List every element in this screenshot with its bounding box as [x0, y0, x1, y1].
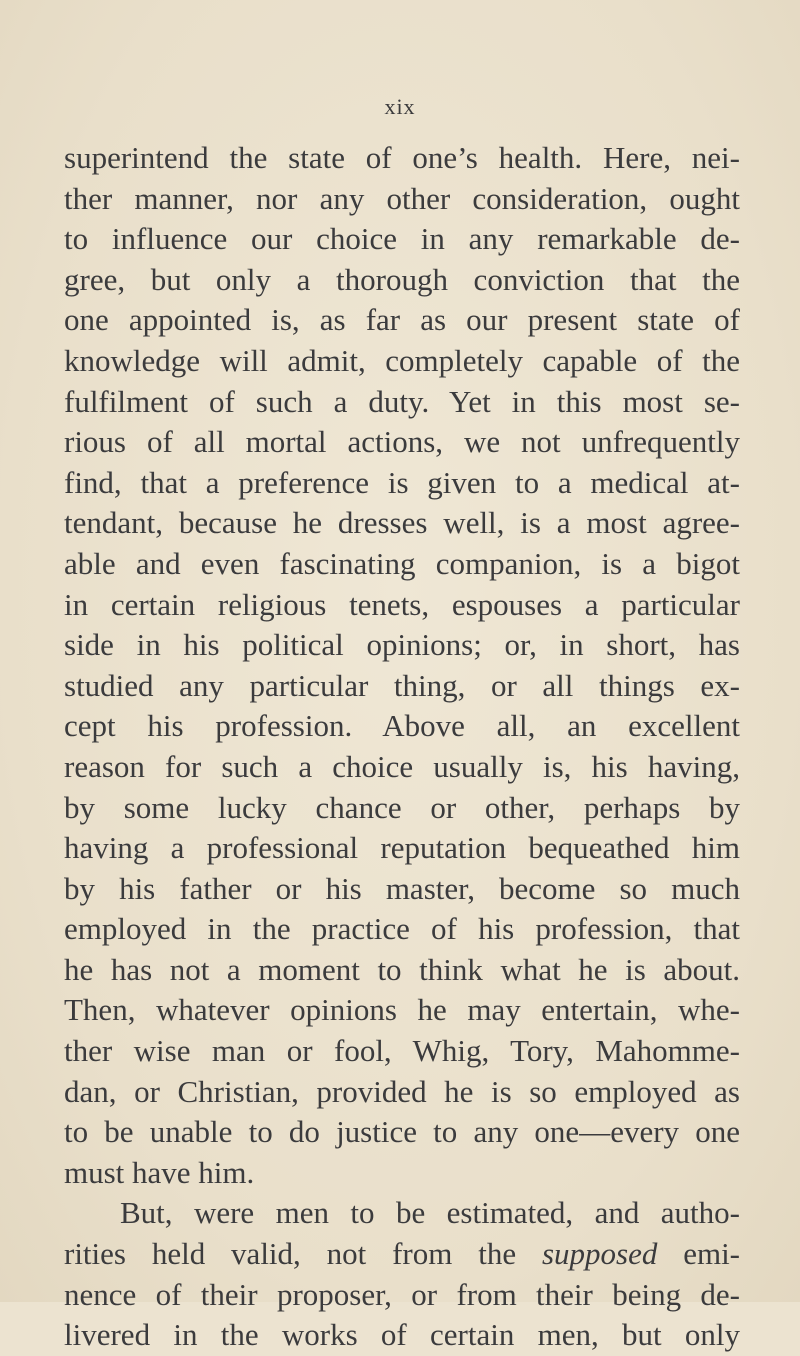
text-line	[64, 1072, 740, 1113]
text-line	[64, 950, 740, 991]
text-segment: But, were men to be estimated, and autho-	[120, 1195, 740, 1231]
page-number: xix	[384, 94, 416, 119]
text-line	[64, 382, 740, 423]
text-segment: ther wise man or fool, Whig, Tory, Mahomme-	[64, 1033, 740, 1069]
text-segment: one appointed is, as far as our present state of	[64, 302, 740, 338]
text-line	[64, 1153, 740, 1194]
text-segment: having a professional reputation bequeathed him	[64, 830, 740, 866]
text-line	[64, 909, 740, 950]
text-segment: cept his profession. Above all, an excellent	[64, 708, 740, 744]
text-segment: Then, whatever opinions he may entertain, whe-	[64, 992, 740, 1028]
text-segment: knowledge will admit, completely capable of the	[64, 342, 740, 378]
text-line	[64, 260, 740, 301]
text-segment: emi-	[657, 1236, 741, 1272]
text-segment: dan, or Christian, provided he is so employed as	[64, 1073, 740, 1109]
text-line	[64, 1031, 740, 1072]
text-segment: ther manner, nor any other consideration, ought	[64, 180, 740, 216]
text-line	[64, 869, 740, 910]
text-line	[64, 990, 740, 1031]
text-line	[64, 666, 740, 707]
text-segment: he has not a moment to think what he is about.	[64, 951, 740, 987]
text-segment: by his father or his master, become so much	[64, 870, 740, 906]
text-segment: fulfilment of such a duty. Yet in this most se-	[64, 383, 740, 419]
text-segment: in certain religious tenets, espouses a particular	[64, 586, 740, 622]
text-line	[64, 1112, 740, 1153]
text-segment: to influence our choice in any remarkable de-	[64, 221, 740, 257]
italic-word: supposed	[541, 1236, 658, 1272]
text-line	[64, 1275, 740, 1316]
text-segment: livered in the works of certain men, but only	[64, 1317, 740, 1353]
text-segment: gree, but only a thorough conviction that the	[64, 261, 740, 297]
text-line	[64, 219, 740, 260]
text-line	[64, 585, 740, 626]
text-segment: reason for such a choice usually is, his having,	[64, 748, 740, 784]
text-segment: tendant, because he dresses well, is a most agree-	[64, 505, 740, 541]
text-line	[64, 747, 740, 788]
text-line	[64, 1193, 740, 1234]
text-line	[64, 544, 740, 585]
text-segment: studied any particular thing, or all things ex-	[64, 667, 740, 703]
text-line	[64, 1234, 740, 1275]
text-line	[64, 463, 740, 504]
text-line	[64, 788, 740, 829]
text-segment: find, that a preference is given to a medical at-	[64, 464, 740, 500]
text-line	[64, 422, 740, 463]
text-line	[64, 138, 740, 179]
text-segment: by some lucky chance or other, perhaps by	[64, 789, 740, 825]
text-segment: superintend the state of one’s health. Here, nei-	[64, 140, 740, 175]
text-line	[64, 341, 740, 382]
text-segment: able and even fascinating companion, is a bigot	[64, 545, 740, 581]
text-line	[64, 706, 740, 747]
text-segment: to be unable to do justice to any one—every one	[64, 1114, 740, 1150]
text-segment: employed in the practice of his profession, that	[64, 911, 740, 947]
text-line	[64, 300, 740, 341]
text-line	[64, 179, 740, 220]
text-line	[64, 828, 740, 869]
text-segment: rious of all mortal actions, we not unfrequently	[64, 424, 740, 460]
text-line	[64, 1315, 740, 1356]
text-line	[64, 625, 740, 666]
text-segment: side in his political opinions; or, in short, has	[64, 627, 740, 663]
text-segment: rities held valid, not from the	[64, 1236, 542, 1272]
text-line	[64, 503, 740, 544]
body-text	[64, 138, 740, 1356]
text-segment: must have him.	[64, 1154, 255, 1190]
text-segment: nence of their proposer, or from their being de-	[64, 1276, 740, 1312]
